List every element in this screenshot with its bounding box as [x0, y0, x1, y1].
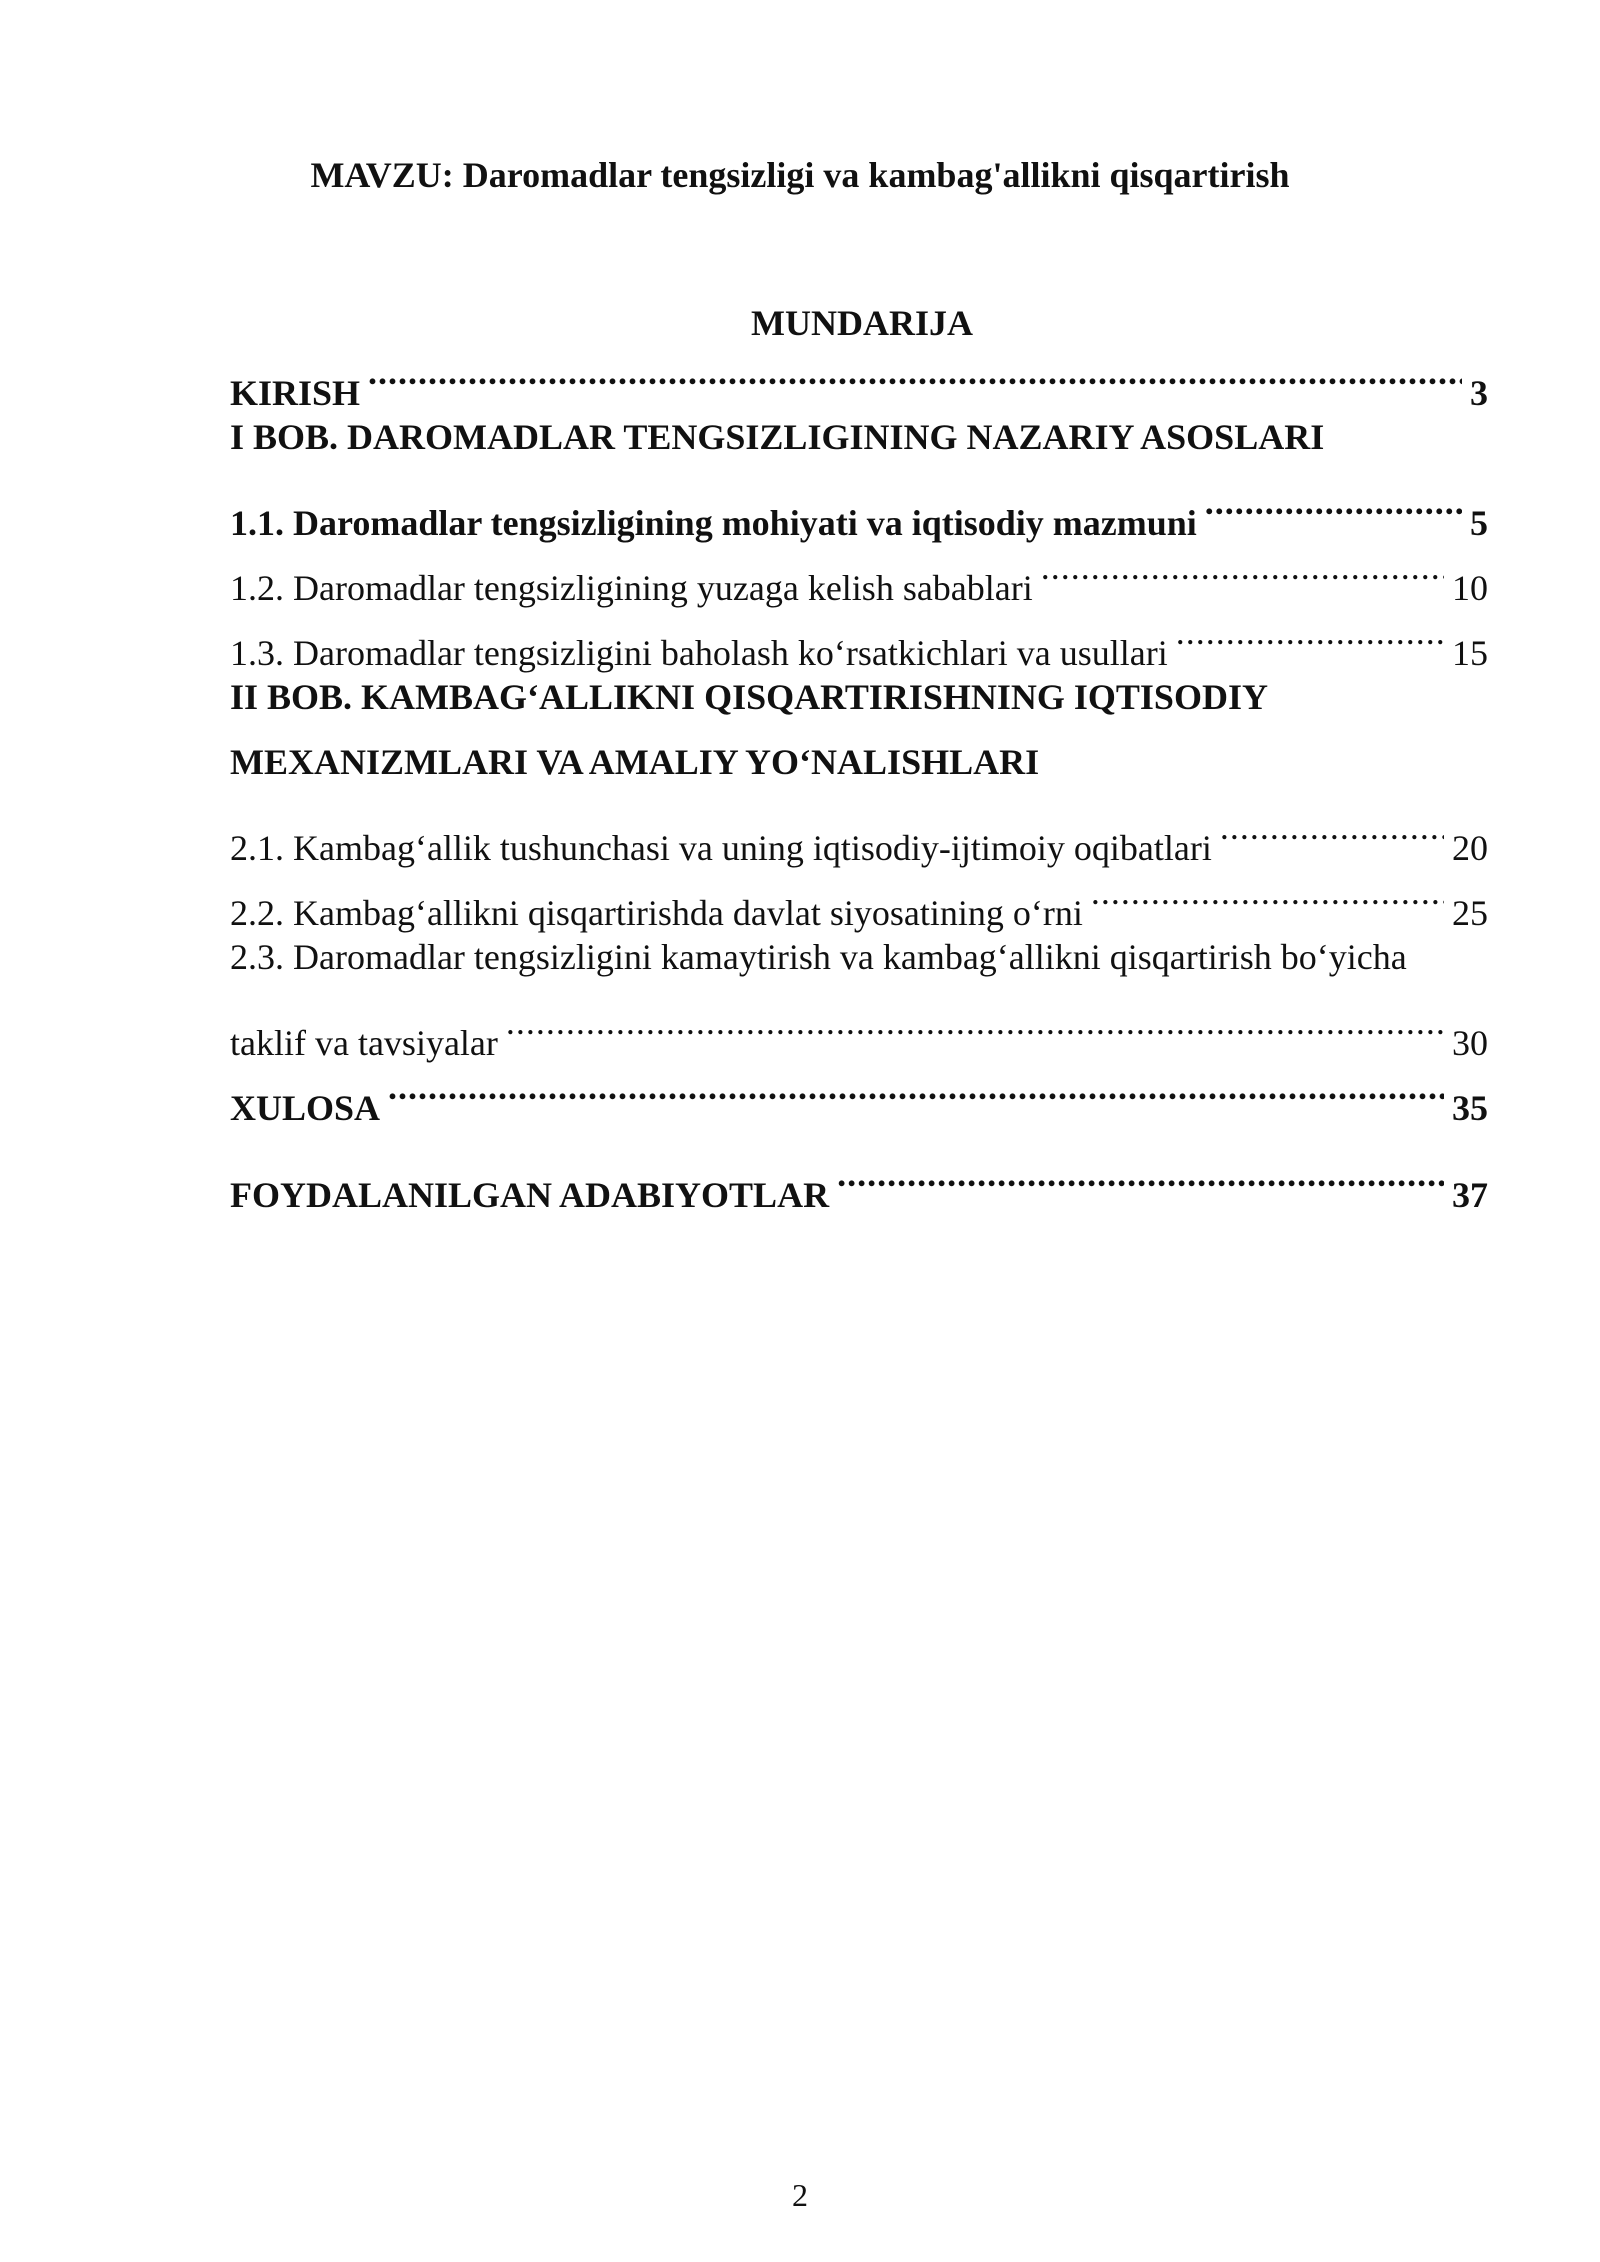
toc-entry-label: 2.3. Daromadlar tengsizligini kamaytirish va kambagʻallikni qisqartirish boʻyicha	[230, 937, 1407, 977]
toc-chapter-2-line-1	[230, 665, 1488, 730]
toc-entry-page: 15	[1452, 633, 1488, 673]
toc-entry-page: 37	[1452, 1175, 1488, 1215]
toc-entry-label: 1.3. Daromadlar tengsizligini baholash koʻrsatkichlari va usullari	[230, 633, 1168, 673]
toc-leader-dots	[1176, 600, 1444, 665]
toc-entry-label: FOYDALANILGAN ADABIYOTLAR	[230, 1175, 830, 1215]
toc-entry-2-3-line-1	[230, 925, 1488, 990]
toc-entry-2-1	[230, 795, 1488, 868]
toc-entry-1-1	[230, 470, 1488, 543]
toc-entry-page: 10	[1452, 568, 1488, 608]
toc-entry-label: 1.2. Daromadlar tengsizligining yuzaga kelish sabablari	[230, 568, 1033, 608]
toc-entry-page: 5	[1470, 503, 1488, 543]
toc-entry-page: 3	[1470, 373, 1488, 413]
toc-entry-label: 1.1. Daromadlar tengsizligining mohiyati va iqtisodiy mazmuni	[230, 503, 1197, 543]
toc-leader-dots	[837, 1142, 1444, 1207]
toc-chapter-title: II BOB. KAMBAGʻALLIKNI QISQARTIRISHNING IQTISODIY	[230, 677, 1268, 717]
toc-leader-dots	[1041, 535, 1444, 600]
toc-leader-dots	[1091, 860, 1444, 925]
toc-entry-label: XULOSA	[230, 1088, 381, 1128]
document-topic: MAVZU: Daromadlar tengsizligi va kambag'allikni qisqartirish	[310, 155, 1290, 195]
toc-entry-kirish	[230, 340, 1488, 413]
toc-entry-page: 30	[1452, 1023, 1488, 1063]
toc-entry-label-continued: taklif va tavsiyalar	[230, 1023, 498, 1063]
toc-entry-page: 20	[1452, 828, 1488, 868]
toc-entry-label: 2.2. Kambagʻallikni qisqartirishda davlat siyosatining oʻrni	[230, 893, 1083, 933]
toc-entry-label: KIRISH	[230, 373, 361, 413]
toc-entry-label: 2.1. Kambagʻallik tushunchasi va uning iqtisodiy-ijtimoiy oqibatlari	[230, 828, 1212, 868]
toc-chapter-2-line-2	[230, 730, 1488, 795]
toc-leader-dots	[388, 1055, 1444, 1120]
toc-leader-dots	[1220, 795, 1444, 860]
toc-leader-dots	[506, 990, 1444, 1055]
toc-entry-page: 25	[1452, 893, 1488, 933]
toc-heading: MUNDARIJA	[751, 303, 973, 343]
toc-chapter-1	[230, 405, 1488, 470]
page-number: 2	[792, 2177, 808, 2213]
toc-entry-adabiyotlar	[230, 1142, 1488, 1215]
toc-entry-2-3	[230, 990, 1488, 1063]
table-of-contents	[230, 340, 1488, 1215]
toc-entry-xulosa	[230, 1055, 1488, 1128]
toc-leader-dots	[1205, 470, 1462, 535]
toc-chapter-title: I BOB. DAROMADLAR TENGSIZLIGINING NAZARIY ASOSLARI	[230, 417, 1325, 457]
toc-chapter-title-continued: MEXANIZMLARI VA AMALIY YOʻNALISHLARI	[230, 742, 1040, 782]
toc-entry-page: 35	[1452, 1088, 1488, 1128]
toc-leader-dots	[368, 340, 1462, 405]
